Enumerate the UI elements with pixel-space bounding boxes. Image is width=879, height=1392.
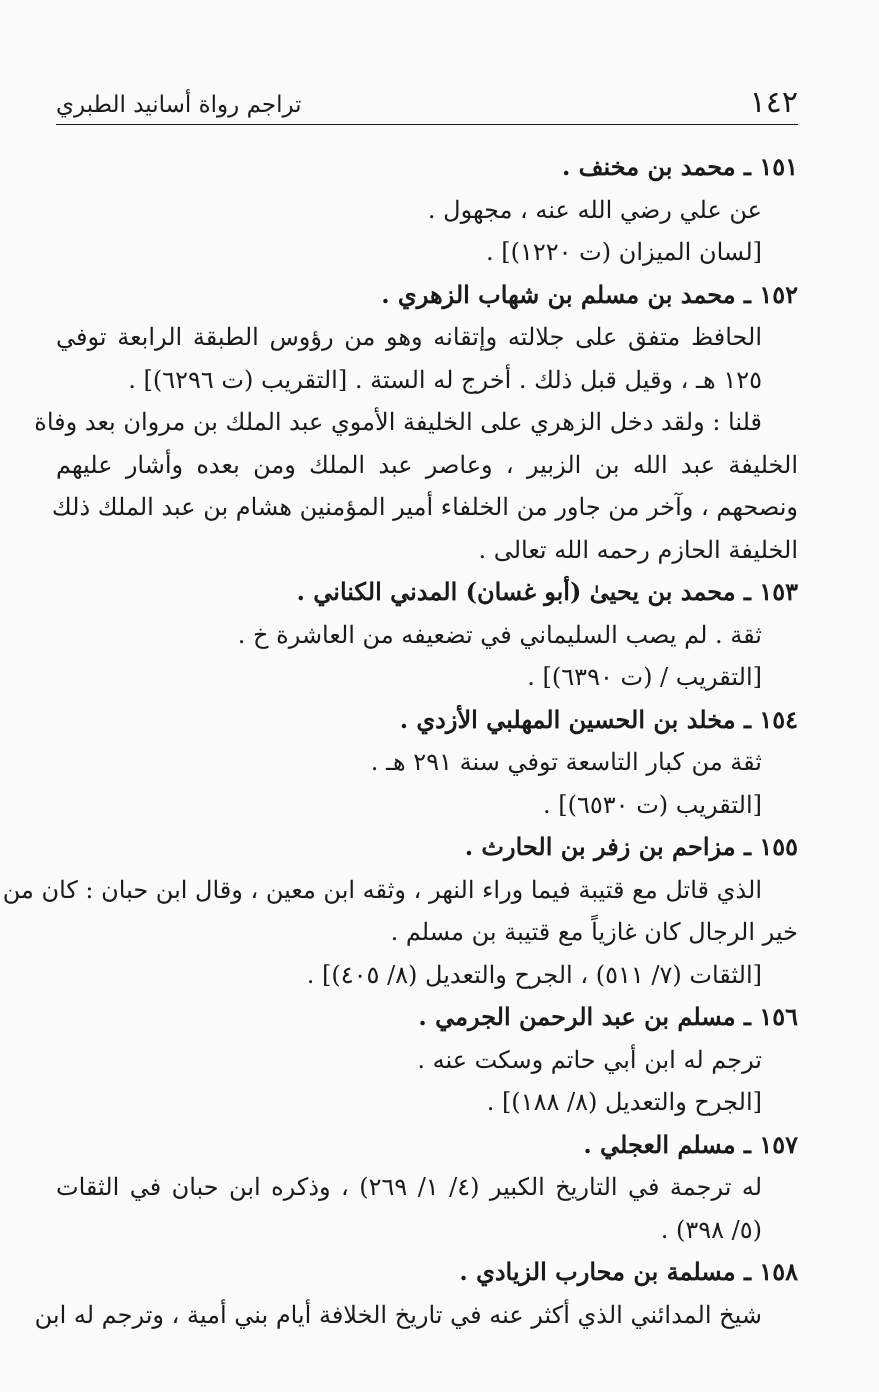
- entry-text: الخليفة عبد الله بن الزبير ، وعاصر عبد الملك ومن بعده وأشار عليهم: [56, 450, 798, 479]
- page-number: ١٤٢: [749, 85, 798, 120]
- entry-text: قلنا : ولقد دخل الزهري على الخليفة الأموي عبد الملك بن مروان بعد وفاة: [34, 408, 762, 436]
- entry-heading: ١٥١ ـ محمد بن مخنف .: [561, 152, 798, 181]
- entry-text: الخليفة الحازم رحمه الله تعالى .: [478, 535, 798, 564]
- entry-citation: [لسان الميزان (ت ١٢٢٠)] .: [485, 238, 762, 266]
- entry-heading: ١٥٦ ـ مسلم بن عبد الرحمن الجرمي .: [418, 1002, 798, 1031]
- entry-text: الذي قاتل مع قتيبة فيما وراء النهر ، وثقه ابن معين ، وقال ابن حبان : كان من: [2, 875, 762, 904]
- entry-text: عن علي رضي الله عنه ، مجهول .: [427, 195, 762, 224]
- entry-citation: [التقريب / (ت ٦٣٩٠)] .: [527, 663, 762, 691]
- entry-heading: ١٥٤ ـ مخلد بن الحسين المهلبي الأزدي .: [399, 704, 798, 734]
- entry-text: ونصحهم ، وآخر من جاور من الخلفاء أمير المؤمنين هشام بن عبد الملك ذلك: [51, 493, 798, 521]
- entry-text: خير الرجال كان غازياً مع قتيبة بن مسلم .: [390, 918, 798, 946]
- entry-heading: ١٥٢ ـ محمد بن مسلم بن شهاب الزهري .: [381, 279, 798, 309]
- entry-citation: [التقريب (ت ٦٥٣٠)] .: [543, 790, 762, 819]
- entry-heading: ١٥٨ ـ مسلمة بن محارب الزيادي .: [459, 1257, 798, 1286]
- entry-heading: ١٥٥ ـ مزاحم بن زفر بن الحارث .: [464, 832, 798, 861]
- running-title: تراجم رواة أسانيد الطبري: [56, 92, 302, 118]
- entry-text: ثقة من كبار التاسعة توفي سنة ٢٩١ هـ .: [370, 748, 762, 776]
- page-body: [2, 146, 798, 1336]
- entry-text: شيخ المدائني الذي أكثر عنه في تاريخ الخلافة أيام بني أمية ، وترجم له ابن: [34, 1300, 762, 1329]
- entry-heading: ١٥٣ ـ محمد بن يحيىٰ (أبو غسان) المدني الكناني .: [296, 577, 798, 606]
- entry-text: ١٢٥ هـ ، وقيل قبل ذلك . أخرج له الستة . [التقريب (ت ٦٢٩٦)] .: [128, 365, 762, 394]
- entry-text: الحافظ متفق على جلالته وإتقانه وهو من رؤوس الطبقة الرابعة توفي: [56, 323, 762, 351]
- entry-text: ثقة . لم يصب السليماني في تضعيفه من العاشرة خ .: [237, 620, 762, 649]
- entry-text: له ترجمة في التاريخ الكبير (٤/ ١/ ٢٦٩) ، وذكره ابن حبان في الثقات: [56, 1173, 763, 1201]
- entry-citation: [الثقات (٧/ ٥١١) ، الجرح والتعديل (٨/ ٤٠٥)] .: [306, 960, 762, 989]
- entry-heading: ١٥٧ ـ مسلم العجلي .: [583, 1129, 798, 1159]
- entry-text: ترجم له ابن أبي حاتم وسكت عنه .: [417, 1045, 762, 1074]
- entry-text: (٥/ ٣٩٨) .: [660, 1215, 762, 1244]
- header-rule: [56, 124, 798, 125]
- page-header: [56, 84, 798, 122]
- entry-citation: [الجرح والتعديل (٨/ ١٨٨)] .: [486, 1088, 762, 1116]
